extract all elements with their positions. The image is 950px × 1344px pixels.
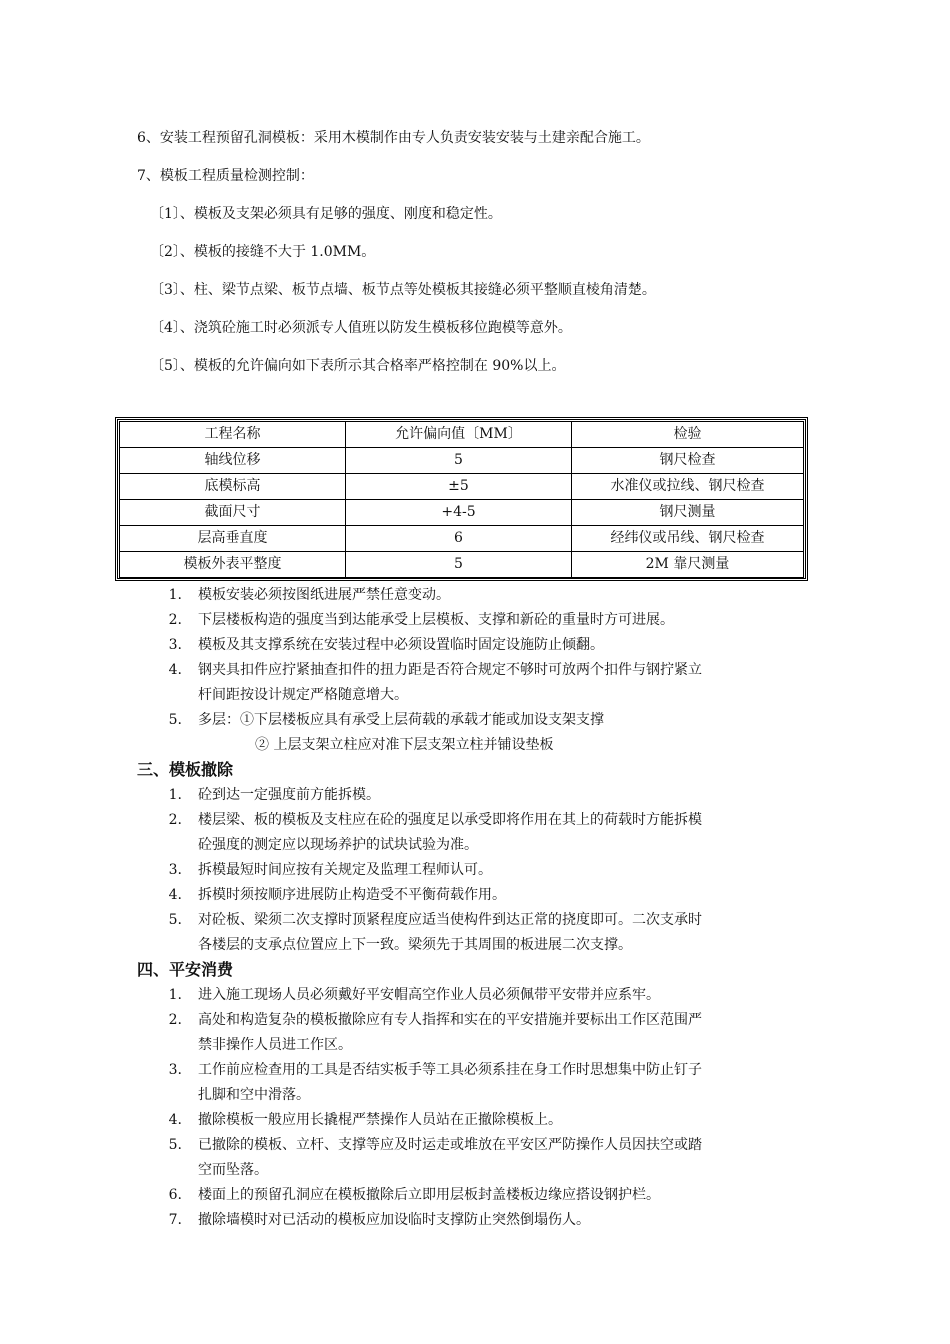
table-cell: ±5 [346,474,572,500]
list-number: 3. [168,1062,182,1078]
list-item-continued: 扎脚和空中滑落。 [198,1087,310,1103]
list-item: 钢夹具扣件应拧紧抽查扣件的扭力距是否符合规定不够时可放两个扣件与钢拧紧立 [198,662,702,678]
table-cell: 底模标高 [120,474,346,500]
table-row [120,448,804,474]
list-item: 进入施工现场人员必须戴好平安帽高空作业人员必须佩带平安带并应系牢。 [198,987,660,1003]
subitem-1: 〔1〕、模板及支架必须具有足够的强度、刚度和稳定性。 [150,206,502,222]
table-cell: 截面尺寸 [120,500,346,526]
list-number: 1. [168,587,182,603]
list-item: 多层：①下层楼板应具有承受上层荷载的承载才能或加设支架支撑 [198,712,604,728]
table-cell: 轴线位移 [120,448,346,474]
list-number: 1. [168,987,182,1003]
list-number: 7. [168,1212,182,1228]
table-cell: 层高垂直度 [120,526,346,552]
list-item-continued: 禁非操作人员进工作区。 [198,1037,352,1053]
table-row [120,526,804,552]
list-item: 拆模时须按顺序进展防止构造受不平衡荷载作用。 [198,887,506,903]
list-number: 6. [168,1187,182,1203]
table-header-cell: 工程名称 [120,422,346,448]
table-cell: 经纬仪或吊线、钢尺检查 [572,526,804,552]
list-number: 3. [168,637,182,653]
table-cell: 5 [346,552,572,578]
list-item: 楼面上的预留孔洞应在模板撤除后立即用层板封盖楼板边缘应搭设钢护栏。 [198,1187,660,1203]
list-item: 高处和构造复杂的模板撤除应有专人指挥和实在的平安措施并要标出工作区范围严 [198,1012,702,1028]
list-number: 4. [168,887,182,903]
list-item: 模板及其支撑系统在安装过程中必须设置临时固定设施防止倾翻。 [198,637,604,653]
paragraph-6: 6、安装工程预留孔洞模板：采用木模制作由专人负责安装安装与土建亲配合施工。 [137,130,650,146]
list-number: 2. [168,812,182,828]
list-item: 工作前应检查用的工具是否结实板手等工具必须系挂在身工作时思想集中防止钉子 [198,1062,702,1078]
table-row [120,552,804,578]
section-heading: 三、模板撤除 [137,760,234,779]
list-item: 对砼板、梁须二次支撑时顶紧程度应适当使构件到达正常的挠度即可。二次支承时 [198,912,702,928]
list-number: 5. [168,912,182,928]
table-header-cell: 允许偏向值〔MM〕 [346,422,572,448]
list-number: 5. [168,1137,182,1153]
list-number: 1. [168,787,182,803]
subitem-3: 〔3〕、柱、梁节点梁、板节点墙、板节点等处模板其接缝必须平整顺直棱角清楚。 [150,282,656,298]
list-item: 下层楼板构造的强度当到达能承受上层模板、支撑和新砼的重量时方可进展。 [198,612,674,628]
list-number: 4. [168,1112,182,1128]
table-cell: 6 [346,526,572,552]
table-cell: 5 [346,448,572,474]
list-number: 2. [168,612,182,628]
list-number: 5. [168,712,182,728]
list-item-continued: 杆间距按设计规定严格随意增大。 [198,687,408,703]
paragraph-7: 7、模板工程质量检测控制： [137,168,314,184]
list-item-continued: 砼强度的测定应以现场养护的试块试验为准。 [198,837,478,853]
list-item: 砼到达一定强度前方能拆模。 [198,787,380,803]
list-item: 拆模最短时间应按有关规定及监理工程师认可。 [198,862,492,878]
list-number: 2. [168,1012,182,1028]
list-item-continued: 空而坠落。 [198,1162,268,1178]
list-item: 模板安装必须按图纸进展严禁任意变动。 [198,587,450,603]
list-number: 3. [168,862,182,878]
table-cell: 水准仪或拉线、钢尺检查 [572,474,804,500]
list-item: 撤除模板一般应用长撬棍严禁操作人员站在正撤除模板上。 [198,1112,562,1128]
table-cell: +4-5 [346,500,572,526]
list-number: 4. [168,662,182,678]
table-row [120,474,804,500]
list-item-continued: 各楼层的支承点位置应上下一致。梁须先于其周围的板进展二次支撑。 [198,937,632,953]
table-cell: 钢尺检查 [572,448,804,474]
list-item: 已撤除的模板、立杆、支撑等应及时运走或堆放在平安区严防操作人员因扶空或踏 [198,1137,702,1153]
list-item-continued: ② 上层支架立柱应对准下层支架立柱并铺设垫板 [255,737,554,753]
list-item: 楼层梁、板的模板及支柱应在砼的强度足以承受即将作用在其上的荷载时方能拆模 [198,812,702,828]
subitem-4: 〔4〕、浇筑砼施工时必须派专人值班以防发生模板移位跑模等意外。 [150,320,572,336]
subitem-5: 〔5〕、模板的允许偏向如下表所示其合格率严格控制在 90%以上。 [150,358,566,374]
table-header-cell: 检验 [572,422,804,448]
table-row [120,500,804,526]
table-cell: 模板外表平整度 [120,552,346,578]
table-header-row [120,422,804,448]
table-cell: 钢尺测量 [572,500,804,526]
subitem-2: 〔2〕、模板的接缝不大于 1.0MM。 [150,244,376,260]
list-item: 撤除墙模时对已活动的模板应加设临时支撑防止突然倒塌伤人。 [198,1212,590,1228]
table-cell: 2M 靠尺测量 [572,552,804,578]
section-heading: 四、平安消费 [137,960,234,979]
tolerance-table [115,417,808,581]
